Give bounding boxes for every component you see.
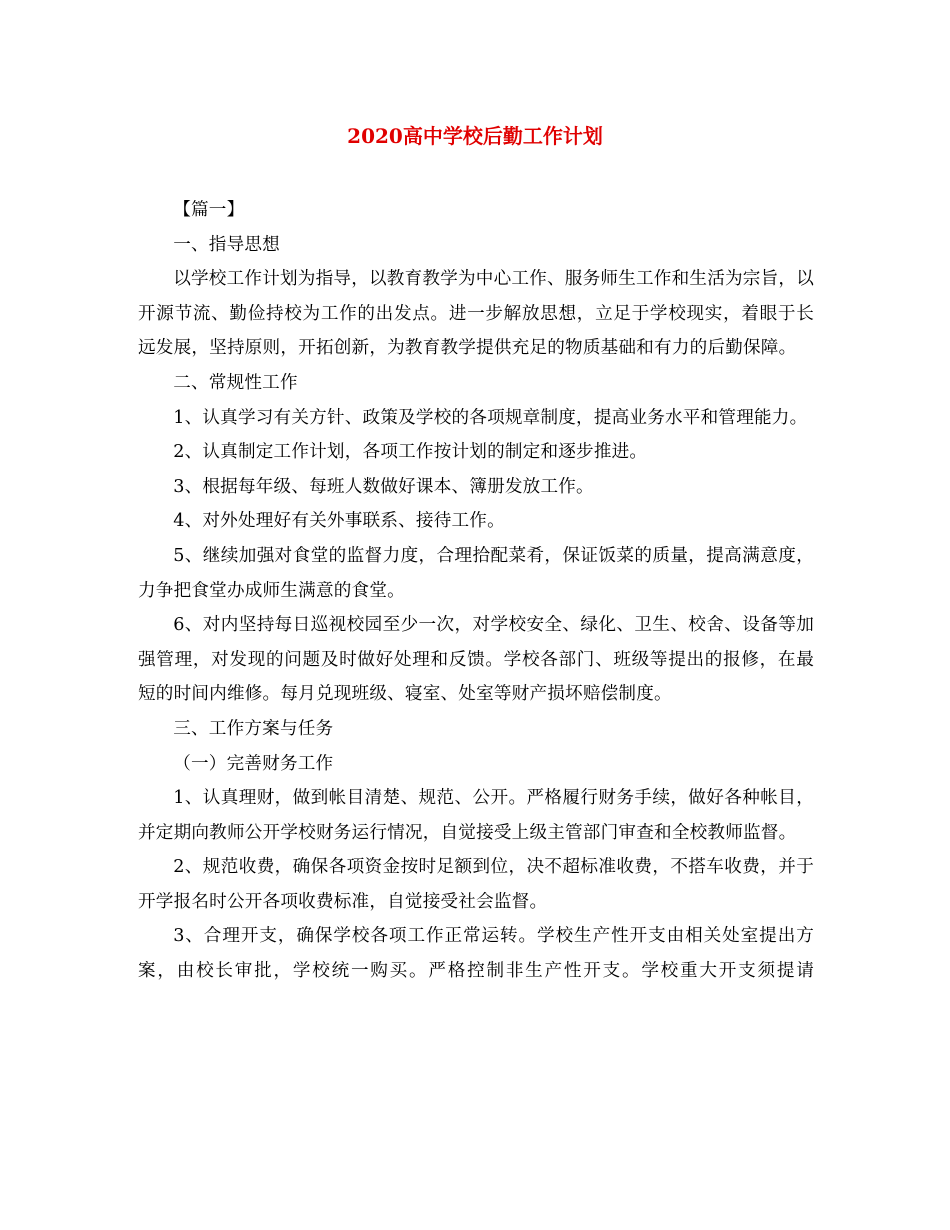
body-paragraph: 4、对外处理好有关外事联系、接待工作。: [173, 511, 505, 532]
section-heading: 三、工作方案与任务: [173, 718, 334, 739]
subsection-heading: （一）完善财务工作: [173, 753, 334, 774]
body-paragraph: 1、认真学习有关方针、政策及学校的各项规章制度，提高业务水平和管理能力。: [173, 407, 808, 428]
body-paragraph: 以学校工作计划为指导，以教育教学为中心工作、服务师生工作和生活为宗旨，以开源节流、勤俭持校为工作的出发点。进一步解放思想，立足于学校现实，着眼于长远发展，坚持原则，开拓创新，为教育教学提供充足的物质基础和有力的后勤保障。: [138, 269, 814, 359]
body-paragraph: 1、认真理财，做到帐目清楚、规范、公开。严格履行财务手续，做好各种帐目，并定期向教师公开学校财务运行情况，自觉接受上级主管部门审查和全校教师监督。: [138, 788, 814, 843]
body-paragraph: 6、对内坚持每日巡视校园至少一次，对学校安全、绿化、卫生、校舍、设备等加强管理，对发现的问题及时做好处理和反馈。学校各部门、班级等提出的报修，在最短的时间内维修。每月兑现班级、寝室、处室等财产损坏赔偿制度。: [138, 615, 814, 705]
body-paragraph: 3、合理开支，确保学校各项工作正常运转。学校生产性开支由相关处室提出方案，由校长审批，学校统一购买。严格控制非生产性开支。学校重大开支须提请: [138, 926, 814, 982]
document-body: [138, 193, 814, 989]
section-heading: 【篇一】: [173, 200, 245, 220]
body-paragraph: 2、认真制定工作计划，各项工作按计划的制定和逐步推进。: [173, 442, 648, 463]
body-paragraph: 5、继续加强对食堂的监督力度，合理拾配菜肴，保证饭菜的质量，提高满意度，力争把食堂办成师生满意的食堂。: [138, 545, 814, 601]
document-title: 2020高中学校后勤工作计划: [347, 124, 603, 148]
section-heading: 一、指导思想: [173, 234, 280, 255]
section-heading: 二、常规性工作: [173, 372, 298, 393]
body-paragraph: 2、规范收费，确保各项资金按时足额到位，决不超标准收费，不搭车收费，并于开学报名时公开各项收费标准，自觉接受社会监督。: [138, 857, 814, 912]
body-paragraph: 3、根据每年级、每班人数做好课本、簿册发放工作。: [173, 476, 594, 497]
